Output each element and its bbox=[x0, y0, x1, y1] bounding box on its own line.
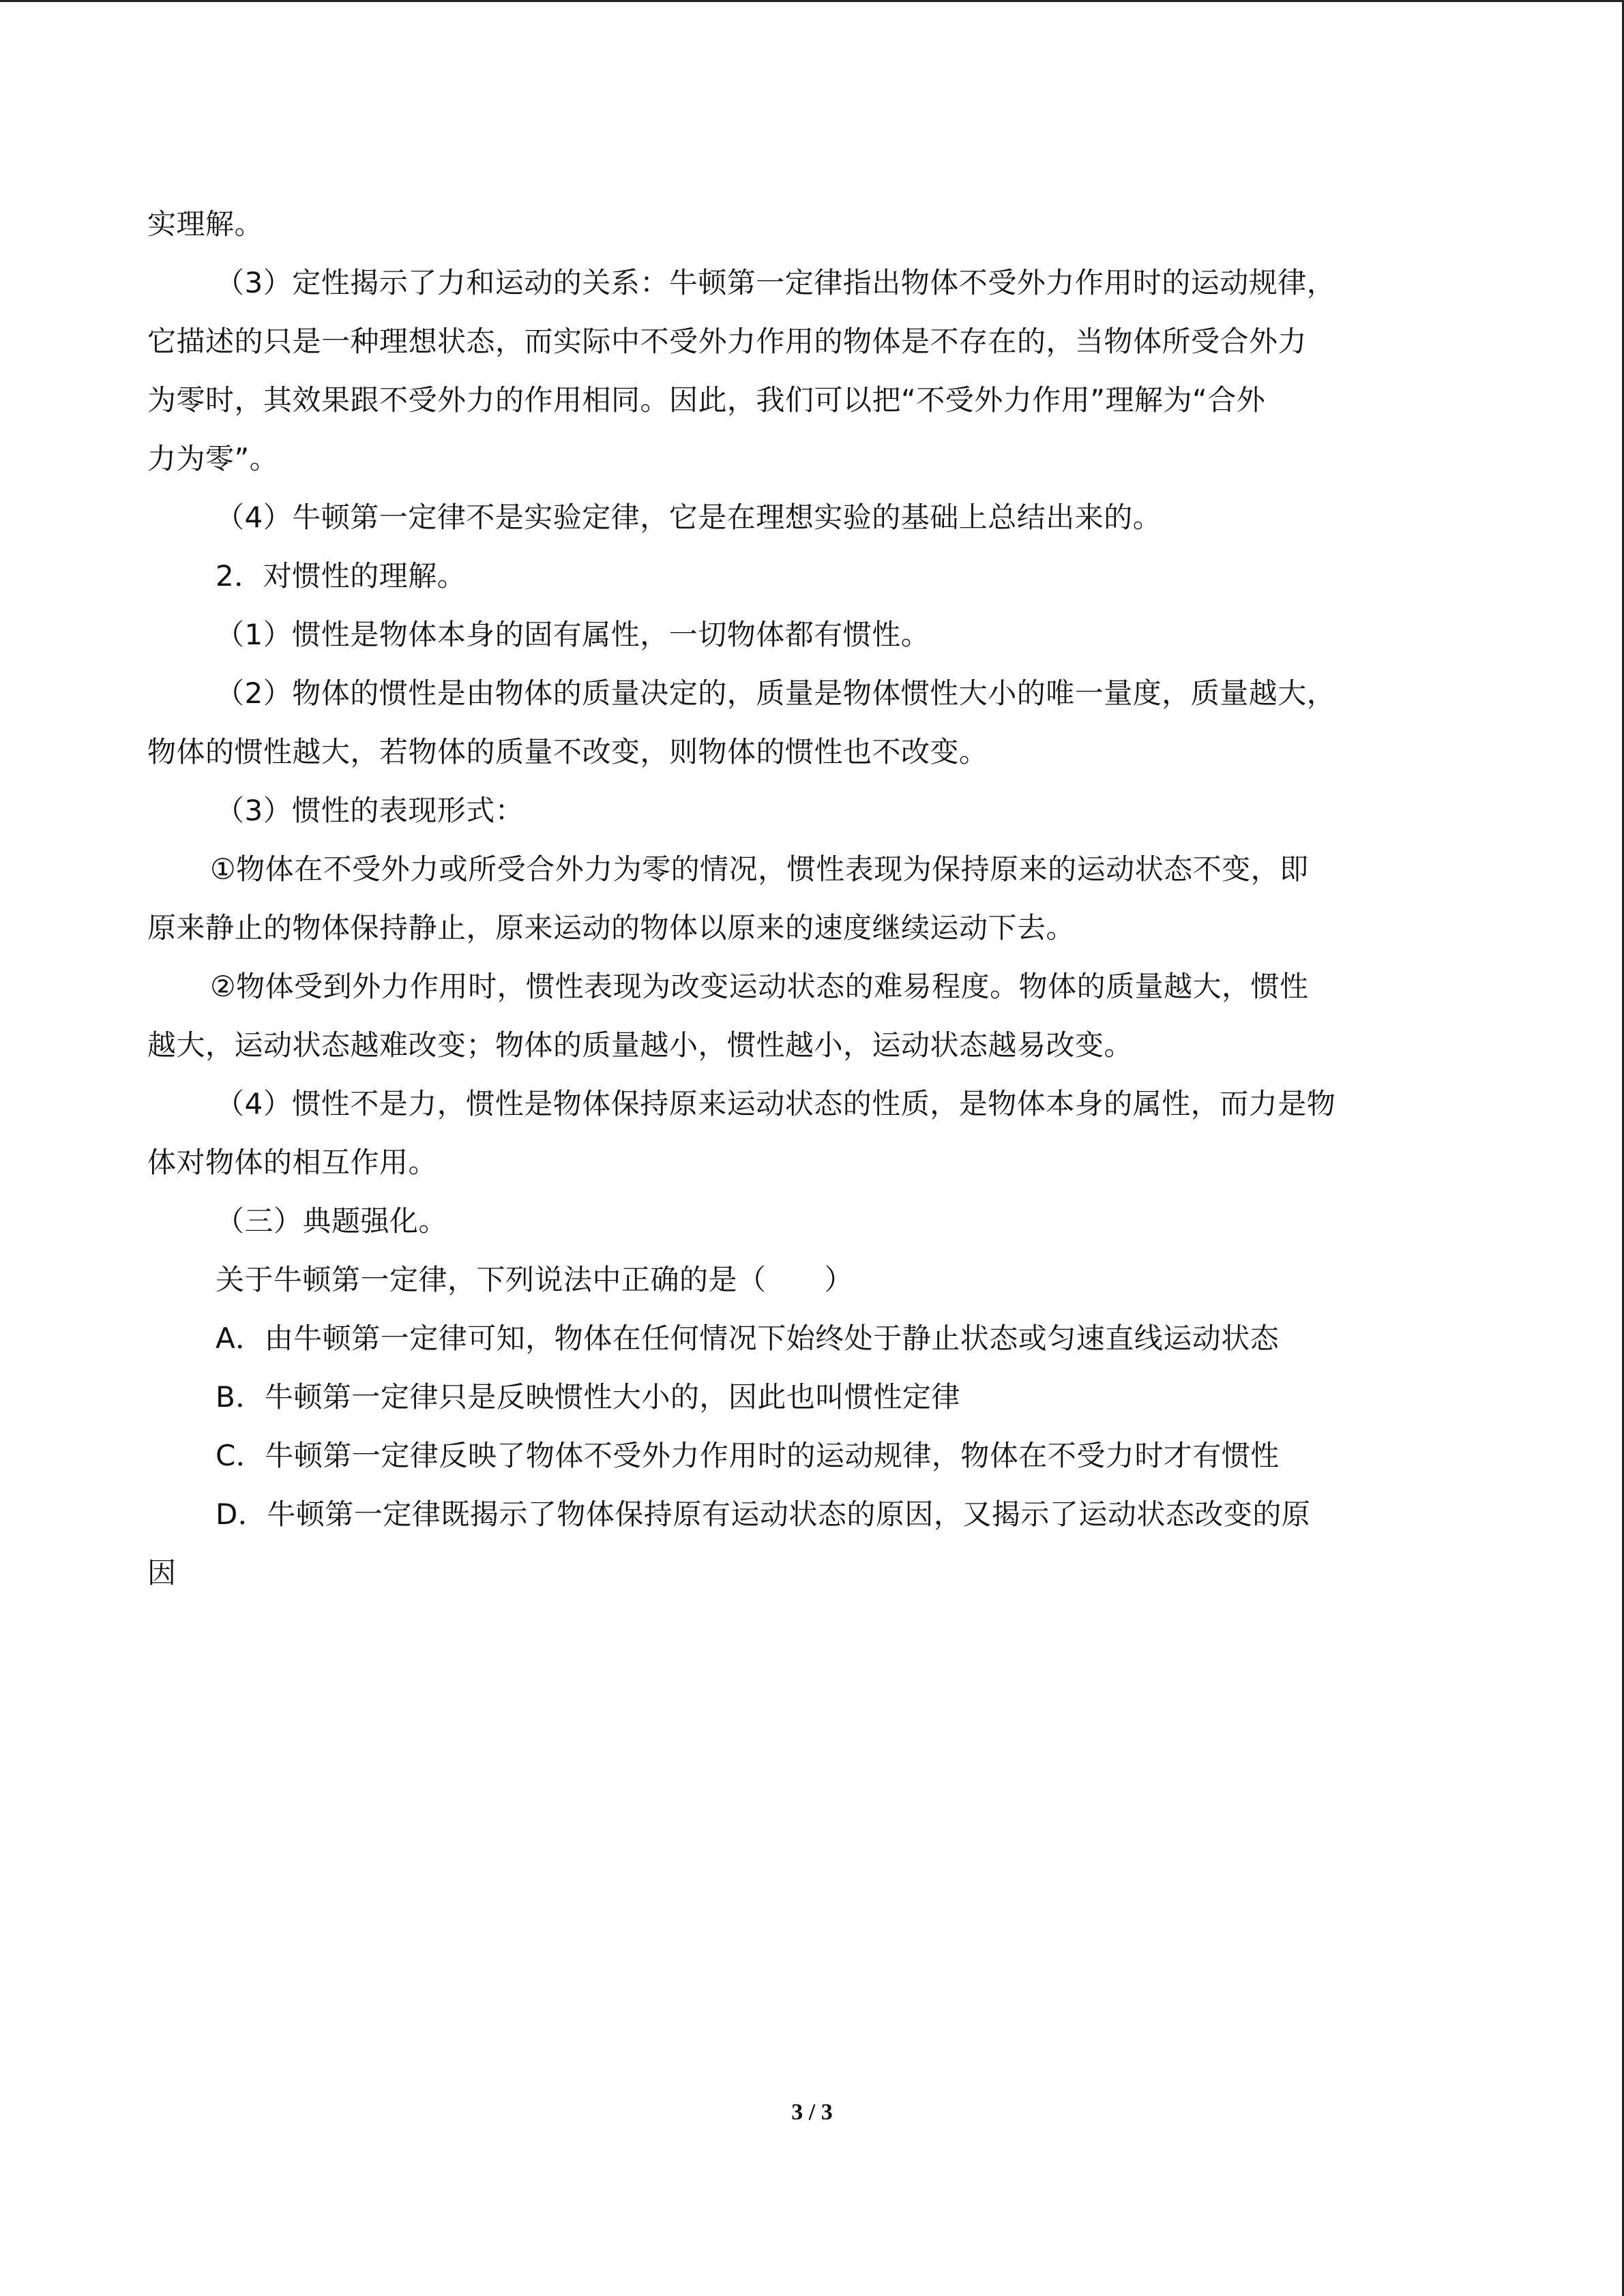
paragraph-line: （3）定性揭示了力和运动的关系：牛顿第一定律指出物体不受外力作用时的运动规律， bbox=[216, 266, 1336, 299]
paragraph-line: （3）惯性的表现形式： bbox=[216, 794, 525, 827]
answer-option-a: A．由牛顿第一定律可知，物体在任何情况下始终处于静止状态或匀速直线运动状态 bbox=[216, 1322, 1280, 1355]
paragraph-line: 越大，运动状态越难改变；物体的质量越小，惯性越小，运动状态越易改变。 bbox=[147, 1028, 1134, 1062]
paragraph-line: （2）物体的惯性是由物体的质量决定的，质量是物体惯性大小的唯一量度，质量越大， bbox=[216, 676, 1336, 710]
paragraph-line: （4）牛顿第一定律不是实验定律，它是在理想实验的基础上总结出来的。 bbox=[216, 501, 1162, 534]
paragraph-line: （1）惯性是物体本身的固有属性，一切物体都有惯性。 bbox=[216, 618, 930, 651]
paragraph-line: 力为零”。 bbox=[147, 442, 279, 475]
answer-option-c: C．牛顿第一定律反映了物体不受外力作用时的运动规律，物体在不受力时才有惯性 bbox=[216, 1439, 1280, 1472]
section-heading: （三）典题强化。 bbox=[216, 1204, 448, 1238]
paragraph-line: 为零时，其效果跟不受外力的作用相同。因此，我们可以把“不受外力作用”理解为“合外 bbox=[147, 383, 1266, 417]
paragraph-line: ①物体在不受外力或所受合外力为零的情况，惯性表现为保持原来的运动状态不变，即 bbox=[210, 852, 1309, 886]
paragraph-line: 实理解。 bbox=[147, 207, 264, 241]
answer-option-d-continued: 因 bbox=[147, 1556, 177, 1590]
answer-option-d: D．牛顿第一定律既揭示了物体保持原有运动状态的原因，又揭示了运动状态改变的原 bbox=[216, 1497, 1311, 1531]
paragraph-line: 物体的惯性越大，若物体的质量不改变，则物体的惯性也不改变。 bbox=[147, 735, 988, 769]
paragraph-line: 它描述的只是一种理想状态，而实际中不受外力作用的物体是不存在的，当物体所受合外力 bbox=[147, 325, 1308, 358]
page-top-border bbox=[0, 0, 1624, 2]
page-number: 3 / 3 bbox=[791, 2100, 833, 2125]
paragraph-line: （4）惯性不是力，惯性是物体保持原来运动状态的性质，是物体本身的属性，而力是物 bbox=[216, 1087, 1336, 1120]
section-heading: 2．对惯性的理解。 bbox=[216, 559, 467, 593]
paragraph-line: ②物体受到外力作用时，惯性表现为改变运动状态的难易程度。物体的质量越大，惯性 bbox=[210, 970, 1309, 1003]
paragraph-line: 原来静止的物体保持静止，原来运动的物体以原来的速度继续运动下去。 bbox=[147, 911, 1076, 944]
answer-option-b: B．牛顿第一定律只是反映惯性大小的，因此也叫惯性定律 bbox=[216, 1380, 960, 1414]
question-stem: 关于牛顿第一定律，下列说法中正确的是（ ） bbox=[216, 1263, 854, 1296]
paragraph-line: 体对物体的相互作用。 bbox=[147, 1146, 438, 1179]
